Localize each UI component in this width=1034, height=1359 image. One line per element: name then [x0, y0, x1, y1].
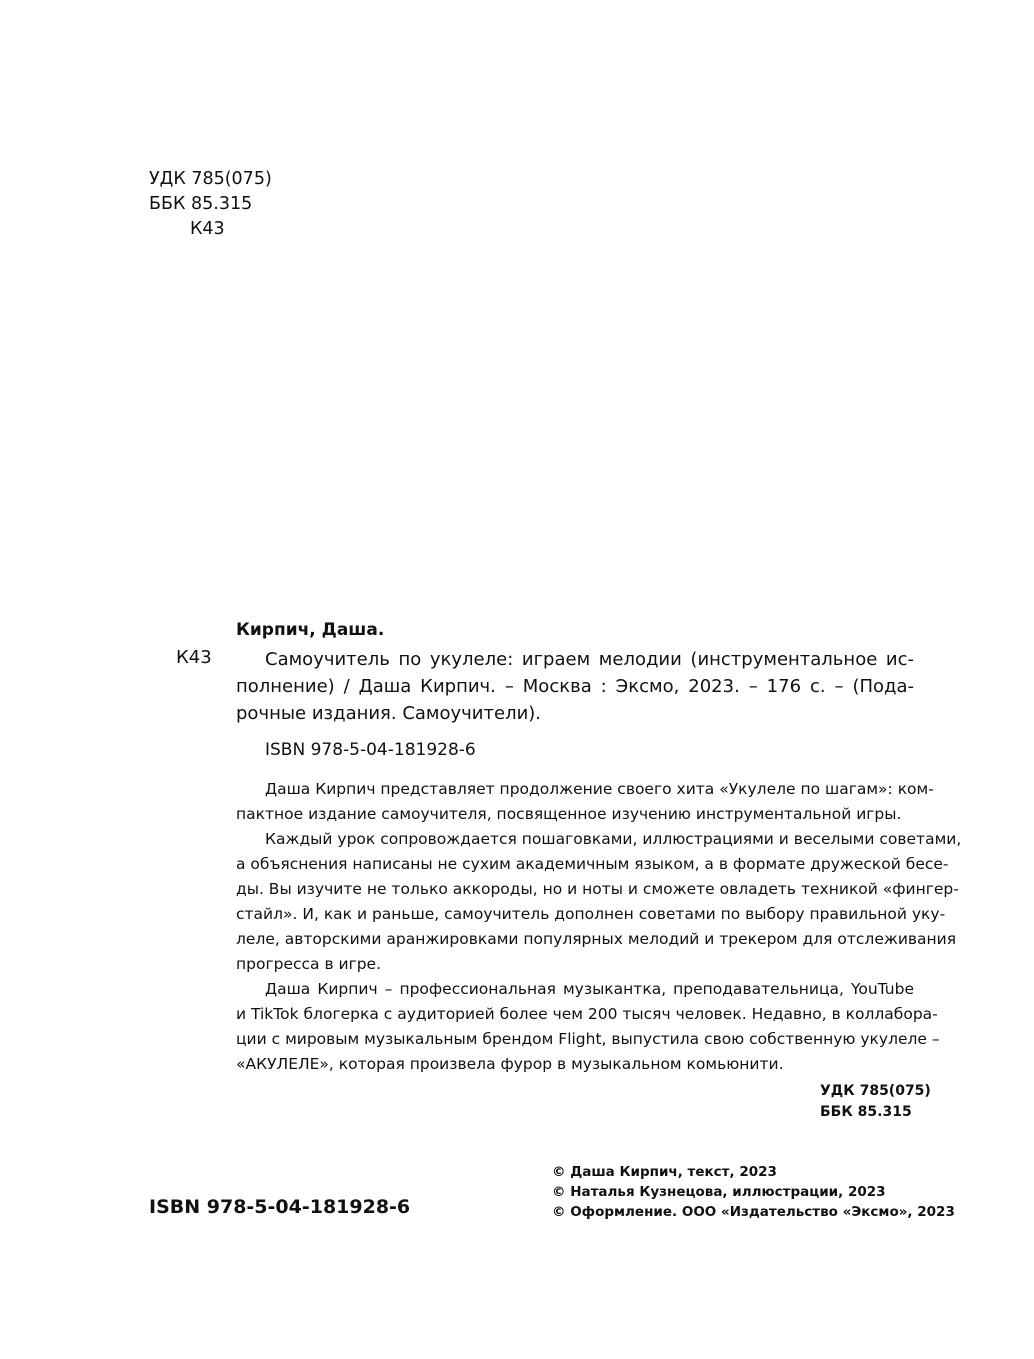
annotation-line: прогресса в игре. — [236, 955, 382, 973]
record-line-2: полнение) / Даша Кирпич. – Москва : Эксмо, 2023. – 176 с. – (Пода- — [236, 676, 914, 697]
annotation-line: стайл». И, как и раньше, самоучитель дополнен советами по выбору правильной уку- — [236, 905, 946, 923]
annotation-line: Даша Кирпич – профессиональная музыкантка, преподавательница, YouTube — [265, 980, 914, 998]
copyright-line: © Даша Кирпич, текст, 2023 — [552, 1164, 777, 1180]
record-line-3: рочные издания. Самоучители). — [236, 703, 542, 724]
copyright-line: © Оформление. ООО «Издательство «Эксмо», 2023 — [552, 1204, 955, 1220]
copyright-line: © Наталья Кузнецова, иллюстрации, 2023 — [552, 1184, 886, 1200]
bbk-code: ББК 85.315 — [149, 194, 253, 214]
annotation-line: «АКУЛЕЛЕ», которая произвела фурор в музыкальном комьюнити. — [236, 1055, 784, 1073]
annotation-line: леле, авторскими аранжировками популярных мелодий и трекером для отслеживания — [236, 930, 957, 948]
top-classification — [149, 167, 272, 242]
annotation-line: ды. Вы изучите не только аккороды, но и ноты и сможете овладеть техникой «фингер- — [236, 880, 959, 898]
bottom-classification — [820, 1081, 931, 1123]
annotation-line: Даша Кирпич представляет продолжение своего хита «Укулеле по шагам»: ком- — [265, 780, 934, 798]
record-author-mark: К43 — [176, 647, 212, 668]
udk-code: УДК 785(075) — [149, 169, 272, 189]
record-line-1: Самоучитель по укулеле: играем мелодии (инструментальное ис- — [265, 649, 914, 670]
author-mark: К43 — [190, 219, 225, 239]
annotation-line: и TikTok блогерка с аудиторией более чем 200 тысяч человек. Недавно, в коллабора- — [236, 1005, 938, 1023]
annotation-line: а объяснения написаны не сухим академичным языком, а в формате дружеской бесе- — [236, 855, 949, 873]
copyright-block — [552, 1162, 955, 1222]
record-author: Кирпич, Даша. — [236, 620, 385, 640]
record-isbn: ISBN 978-5-04-181928-6 — [265, 740, 476, 760]
isbn-bottom: ISBN 978-5-04-181928-6 — [149, 1196, 411, 1218]
annotation-line: ции с мировым музыкальным брендом Flight, выпустила свою собственную укулеле – — [236, 1030, 940, 1048]
annotation-line: пактное издание самоучителя, посвященное изучению инструментальной игры. — [236, 805, 902, 823]
annotation-line: Каждый урок сопровождается пошаговками, иллюстрациями и веселыми советами, — [265, 830, 962, 848]
bbk-code-bottom: ББК 85.315 — [820, 1104, 912, 1120]
udk-code-bottom: УДК 785(075) — [820, 1083, 931, 1099]
